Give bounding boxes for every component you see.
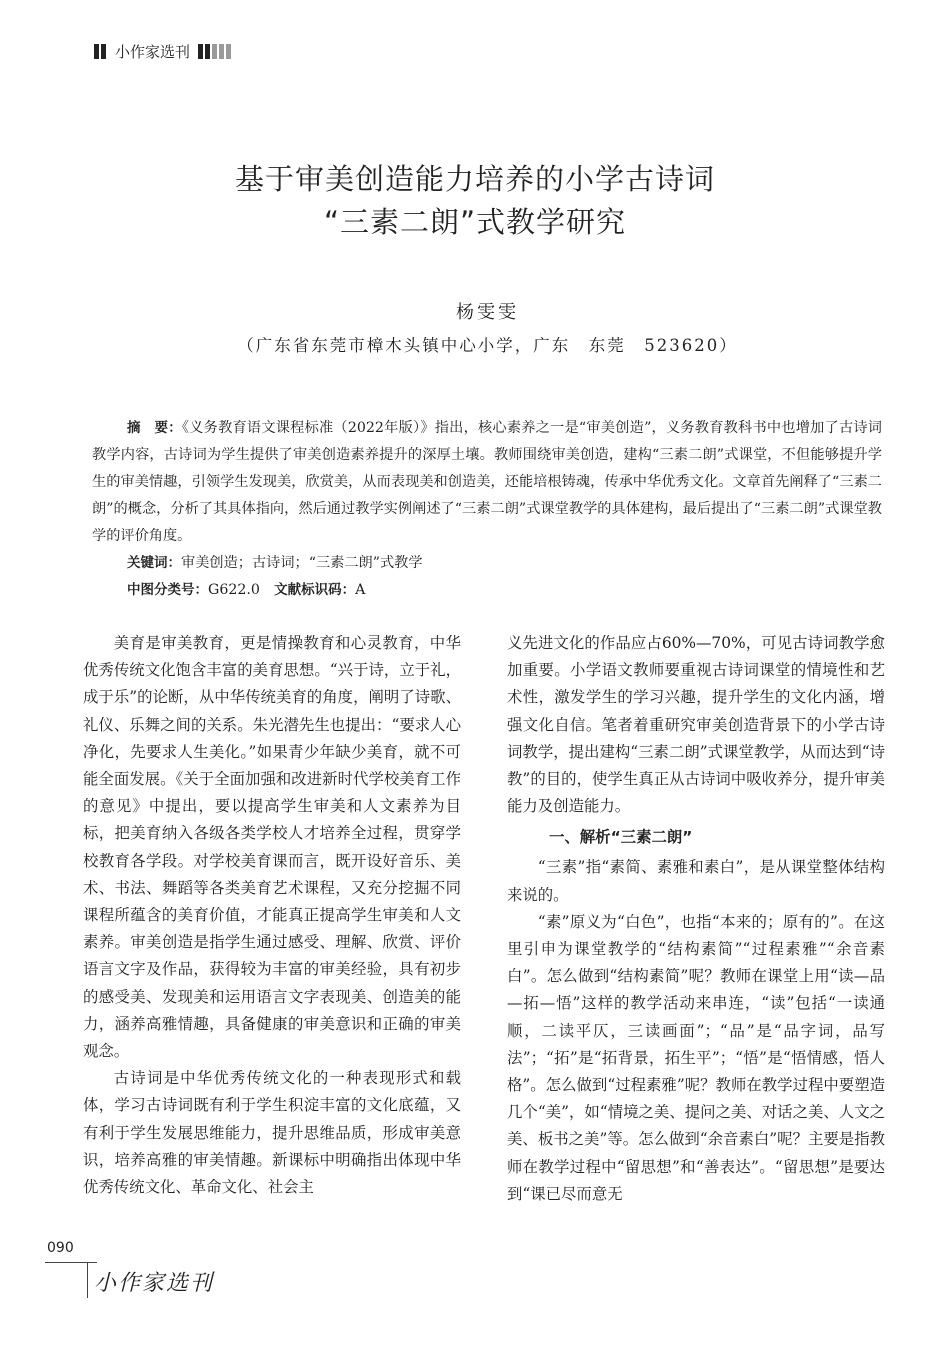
author-name: 杨雯雯 <box>456 302 519 323</box>
clc-label: 中图分类号： <box>127 582 208 598</box>
header-bar-mark <box>219 44 224 59</box>
page-number: 090 <box>47 1240 74 1256</box>
paragraph: “三素”指“素简、素雅和素白”，是从课堂整体结构来说的。 <box>507 858 885 904</box>
journal-name: 小作家选刊 <box>115 42 191 61</box>
classification <box>127 577 365 604</box>
journal-logo: 小作家选刊 <box>94 1271 215 1296</box>
title-line-1: 基于审美创造能力培养的小学古诗词 <box>234 162 715 196</box>
footer-divider <box>87 1262 88 1298</box>
header-bar-mark <box>212 44 217 59</box>
header-bar-mark <box>94 44 99 59</box>
abstract-label: 摘 要： <box>127 420 182 436</box>
header-bar-mark <box>226 44 231 59</box>
journal-header <box>94 40 233 62</box>
abstract <box>92 415 882 550</box>
header-bar-mark <box>101 44 106 59</box>
author-affiliation: （广东省东莞市樟木头镇中心小学，广东 东莞 523620） <box>237 336 738 355</box>
article-title <box>0 158 950 244</box>
body-right-column <box>507 630 885 1208</box>
doc-code: A <box>355 582 366 598</box>
keywords-label: 关键词： <box>127 555 181 571</box>
header-bar-mark <box>205 44 210 59</box>
title-line-2: “三素二朗”式教学研究 <box>323 205 627 239</box>
section-heading: 一、解析“三素二朗” <box>549 828 693 847</box>
keywords <box>127 550 423 577</box>
keywords-text: 审美创造；古诗词；“三素二朗”式教学 <box>181 555 423 571</box>
paragraph: 美育是审美教育，更是情操教育和心灵教育，中华优秀传统文化饱含丰富的美育思想。“兴于诗，立于礼，成于乐”的论断，从中华传统美育的角度，阐明了诗歌、礼仪、乐舞之间的关系。朱光潜先生也提出：“要求人心净化，先要求人生美化。”如果青少年缺少美育，就不可能全面发展。《关于全面加强和改进新时代学校美育工作的意见》中提出，要以提高学生审美和人文素养为目标，把美育纳入各级各类学校人才培养全过程，贯穿学校教育各学段。对学校美育课而言，既开设好音乐、美术、书法、舞蹈等各类美育艺术课程，又充分挖掘不同课程所蕴含的美育价值，才能真正提高学生审美和人文素养。审美创造是指学生通过感受、理解、欣赏、评价语言文字及作品，获得较为丰富的审美经验，具有初步的感受美、发现美和运用语言文字表现美、创造美的能力，涵养高雅情趣，具备健康的审美意识和正确的审美观念。 <box>83 634 461 1061</box>
doc-code-label: 文献标识码： <box>274 582 356 598</box>
clc-code: G622.0 <box>208 582 260 598</box>
header-bar-mark <box>198 44 203 59</box>
footer-rule <box>45 1262 97 1263</box>
abstract-text: 《义务教育语文课程标准（2022年版）》指出，核心素养之一是“审美创造”，义务教育教科书中也增加了古诗词教学内容，古诗词为学生提供了审美创造素养提升的深厚土壤。教师围绕审美创造，建构“三素二朗”式课堂，不但能够提升学生的审美情趣，引领学生发现美，欣赏美，从而表现美和创造美，还能培根铸魂，传承中华优秀文化。文章首先阐释了“三素二朗”的概念，分析了其具体指向，然后通过教学实例阐述了“三素二朗”式课堂教学的具体建构，最后提出了“三素二朗”式课堂教学的评价角度。 <box>92 420 882 544</box>
paragraph: 义先进文化的作品应占60%—70%，可见古诗词教学愈加重要。小学语文教师要重视古诗词课堂的情境性和艺术性，激发学生的学习兴趣，提升学生的文化内涵，增强文化自信。笔者着重研究审美创造背景下的小学古诗词教学，提出建构“三素二朗”式课堂教学，从而达到“诗教”的目的，使学生真正从古诗词中吸收养分，提升审美能力及创造能力。 <box>507 634 885 816</box>
paragraph: “素”原义为“白色”，也指“本来的；原有的”。在这里引申为课堂教学的“结构素简”“过程素雅”“余音素白”。怎么做到“结构素简”呢？教师在课堂上用“读—品—拓—悟”这样的教学活动来串连，“读”包括“一读通顺，二读平仄，三读画面”；“品”是“品字词，品写法”；“拓”是“拓背景，拓生平”；“悟”是“悟情感，悟人格”。怎么做到“过程素雅”呢？教师在教学过程中要塑造几个“美”，如“情境之美、提问之美、对话之美、人文之美、板书之美”等。怎么做到“余音素白”呢？主要是指教师在教学过程中“留思想”和“善表达”。“留思想”是要达到“课已尽而意无 <box>507 912 885 1203</box>
body-left-column <box>83 630 461 1201</box>
paragraph: 古诗词是中华优秀传统文化的一种表现形式和载体，学习古诗词既有利于学生积淀丰富的文化底蕴，又有利于学生发展思维能力，提升思维品质，形成审美意识，培养高雅的审美情趣。新课标中明确指出体现中华优秀传统文化、革命文化、社会主 <box>83 1069 461 1197</box>
